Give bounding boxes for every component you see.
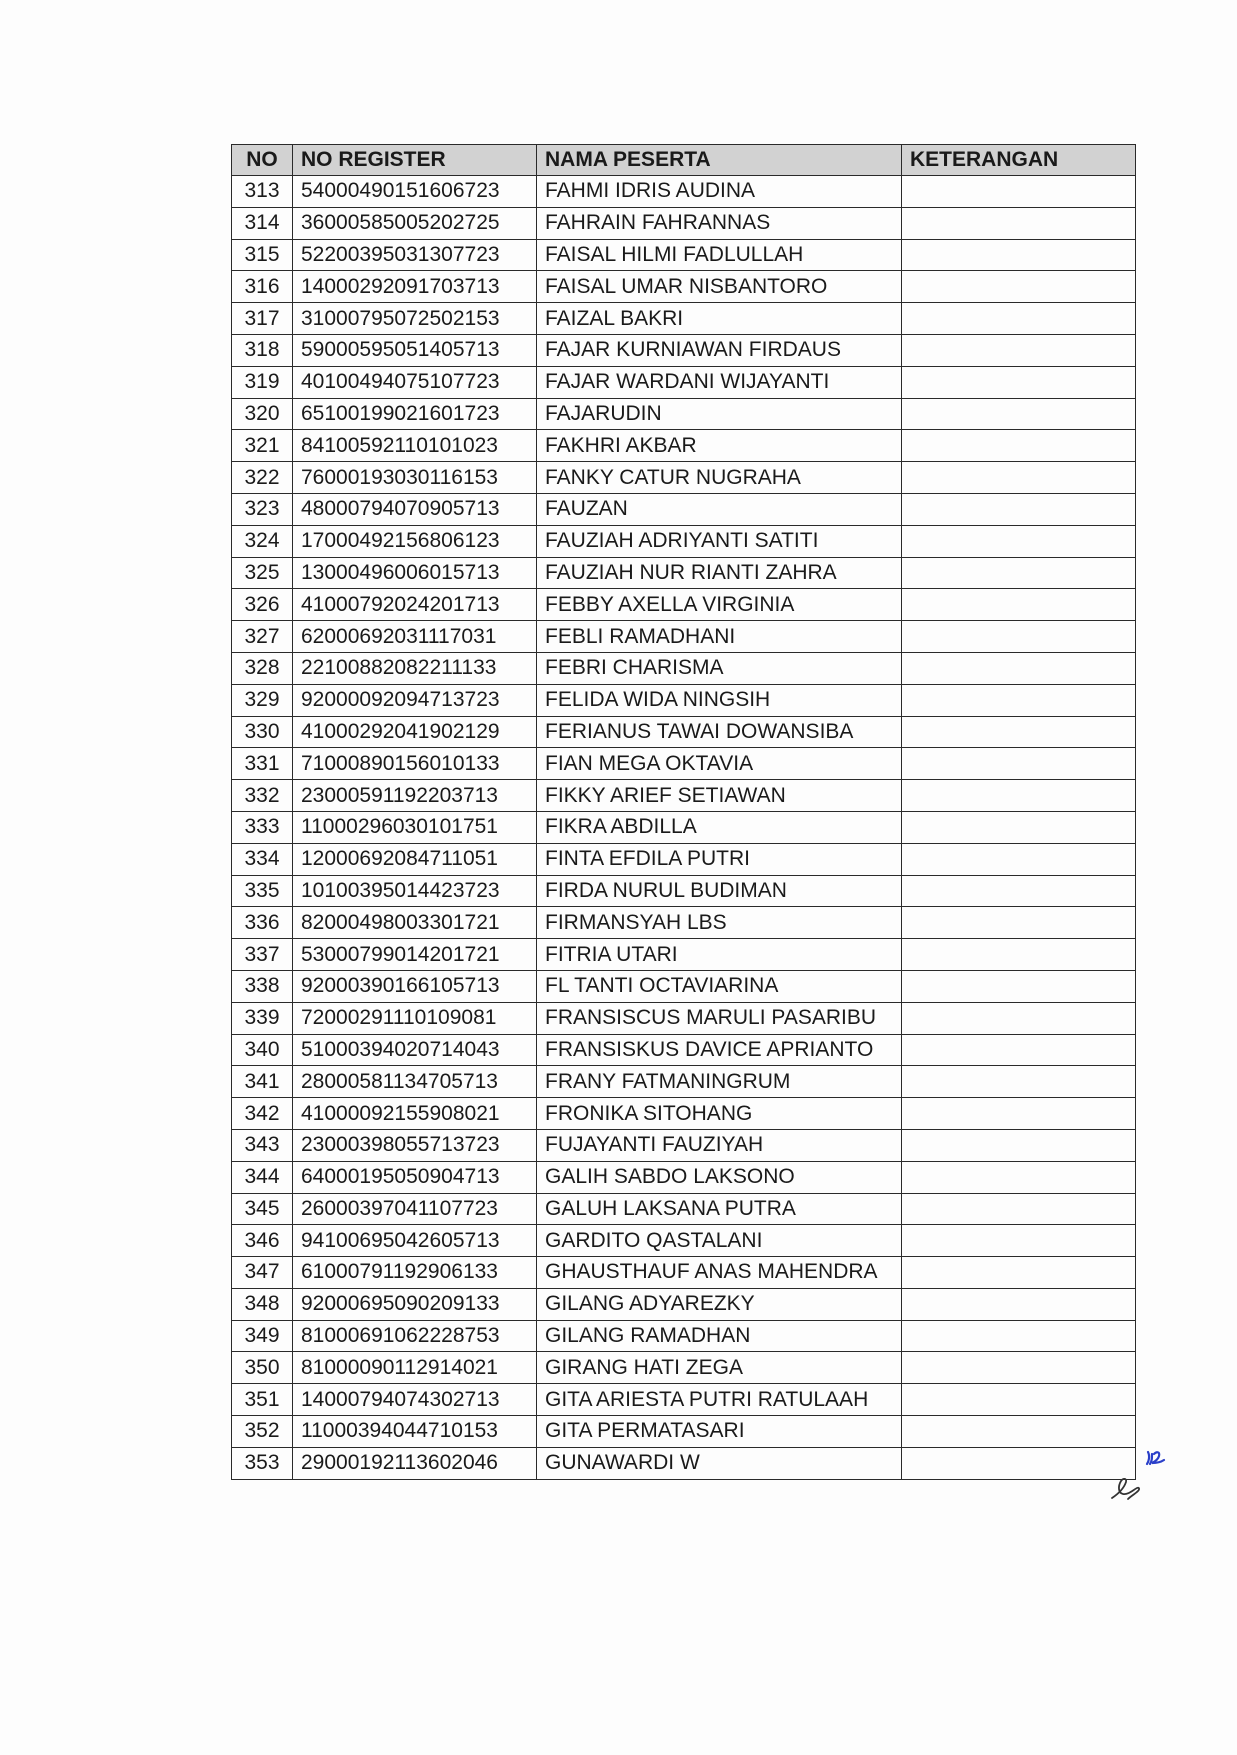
table-row [232,1129,1136,1161]
cell-name: FIKKY ARIEF SETIAWAN [537,780,902,812]
cell-register: 92000092094713723 [293,684,537,716]
cell-register: 14000794074302713 [293,1384,537,1416]
cell-no: 335 [232,875,293,907]
cell-no: 343 [232,1129,293,1161]
cell-register: 54000490151606723 [293,176,537,208]
participant-table [231,144,1136,1480]
table-row [232,1034,1136,1066]
header-note: KETERANGAN [902,145,1136,176]
cell-name: FAHMI IDRIS AUDINA [537,176,902,208]
cell-note [902,1257,1136,1289]
cell-note [902,430,1136,462]
cell-no: 317 [232,303,293,335]
cell-name: FUJAYANTI FAUZIYAH [537,1129,902,1161]
cell-note [902,525,1136,557]
table-body [232,176,1136,1480]
cell-register: 23000591192203713 [293,780,537,812]
cell-register: 22100882082211133 [293,652,537,684]
cell-name: GILANG ADYAREZKY [537,1288,902,1320]
cell-register: 81000691062228753 [293,1320,537,1352]
cell-no: 336 [232,907,293,939]
cell-name: GALUH LAKSANA PUTRA [537,1193,902,1225]
cell-register: 11000296030101751 [293,811,537,843]
table-row [232,907,1136,939]
cell-register: 53000799014201721 [293,939,537,971]
cell-no: 345 [232,1193,293,1225]
cell-name: FELIDA WIDA NINGSIH [537,684,902,716]
cell-name: FAUZIAH ADRIYANTI SATITI [537,525,902,557]
cell-no: 346 [232,1225,293,1257]
cell-note [902,843,1136,875]
cell-note [902,303,1136,335]
cell-register: 65100199021601723 [293,398,537,430]
cell-register: 59000595051405713 [293,334,537,366]
cell-name: FL TANTI OCTAVIARINA [537,970,902,1002]
cell-register: 94100695042605713 [293,1225,537,1257]
cell-no: 319 [232,366,293,398]
cell-register: 61000791192906133 [293,1257,537,1289]
cell-no: 329 [232,684,293,716]
cell-name: GHAUSTHAUF ANAS MAHENDRA [537,1257,902,1289]
cell-register: 84100592110101023 [293,430,537,462]
cell-register: 82000498003301721 [293,907,537,939]
cell-no: 341 [232,1066,293,1098]
table-row [232,1225,1136,1257]
table-row [232,875,1136,907]
cell-no: 332 [232,780,293,812]
cell-no: 351 [232,1384,293,1416]
cell-name: GILANG RAMADHAN [537,1320,902,1352]
table-row [232,652,1136,684]
cell-name: FEBLI RAMADHANI [537,621,902,653]
cell-note [902,780,1136,812]
cell-note [902,652,1136,684]
table-row [232,430,1136,462]
handwritten-initials-icon [1100,1440,1180,1510]
cell-register: 52200395031307723 [293,239,537,271]
cell-no: 314 [232,207,293,239]
table-row [232,939,1136,971]
table-row [232,493,1136,525]
cell-register: 31000795072502153 [293,303,537,335]
cell-name: FIRDA NURUL BUDIMAN [537,875,902,907]
cell-note [902,1161,1136,1193]
cell-note [902,493,1136,525]
cell-no: 333 [232,811,293,843]
cell-name: GUNAWARDI W [537,1447,902,1479]
table-row [232,239,1136,271]
cell-name: FAUZIAH NUR RIANTI ZAHRA [537,557,902,589]
cell-note [902,621,1136,653]
cell-register: 11000394044710153 [293,1416,537,1448]
cell-name: FAHRAIN FAHRANNAS [537,207,902,239]
table-row [232,970,1136,1002]
table-row [232,621,1136,653]
cell-name: FAISAL UMAR NISBANTORO [537,271,902,303]
cell-no: 331 [232,748,293,780]
table-row [232,748,1136,780]
cell-no: 328 [232,652,293,684]
table-row [232,398,1136,430]
cell-name: FANKY CATUR NUGRAHA [537,462,902,494]
cell-note [902,239,1136,271]
cell-note [902,1225,1136,1257]
table-row [232,271,1136,303]
cell-no: 324 [232,525,293,557]
cell-note [902,1129,1136,1161]
table-row [232,1193,1136,1225]
cell-no: 327 [232,621,293,653]
cell-register: 17000492156806123 [293,525,537,557]
cell-no: 322 [232,462,293,494]
cell-note [902,1034,1136,1066]
cell-register: 92000695090209133 [293,1288,537,1320]
cell-no: 337 [232,939,293,971]
cell-no: 316 [232,271,293,303]
cell-note [902,557,1136,589]
cell-name: FERIANUS TAWAI DOWANSIBA [537,716,902,748]
cell-register: 41000792024201713 [293,589,537,621]
cell-no: 344 [232,1161,293,1193]
cell-register: 13000496006015713 [293,557,537,589]
table-row [232,1002,1136,1034]
cell-note [902,1002,1136,1034]
table-row [232,1447,1136,1479]
cell-name: FAJAR KURNIAWAN FIRDAUS [537,334,902,366]
table-row [232,1098,1136,1130]
cell-register: 81000090112914021 [293,1352,537,1384]
cell-name: FIAN MEGA OKTAVIA [537,748,902,780]
cell-no: 315 [232,239,293,271]
cell-register: 26000397041107723 [293,1193,537,1225]
table-row [232,780,1136,812]
cell-register: 72000291110109081 [293,1002,537,1034]
cell-register: 10100395014423723 [293,875,537,907]
cell-name: FRANY FATMANINGRUM [537,1066,902,1098]
cell-register: 71000890156010133 [293,748,537,780]
table-row [232,1288,1136,1320]
cell-register: 62000692031117031 [293,621,537,653]
table-row [232,716,1136,748]
table-row [232,1352,1136,1384]
cell-no: 347 [232,1257,293,1289]
table-row [232,366,1136,398]
cell-no: 330 [232,716,293,748]
table-row [232,334,1136,366]
cell-name: GIRANG HATI ZEGA [537,1352,902,1384]
cell-note [902,1320,1136,1352]
cell-register: 51000394020714043 [293,1034,537,1066]
cell-note [902,939,1136,971]
cell-note [902,684,1136,716]
cell-no: 334 [232,843,293,875]
cell-no: 323 [232,493,293,525]
cell-no: 349 [232,1320,293,1352]
cell-name: FITRIA UTARI [537,939,902,971]
table-row [232,1384,1136,1416]
cell-note [902,748,1136,780]
cell-name: GALIH SABDO LAKSONO [537,1161,902,1193]
cell-name: GITA ARIESTA PUTRI RATULAAH [537,1384,902,1416]
cell-name: FEBRI CHARISMA [537,652,902,684]
cell-name: FAJAR WARDANI WIJAYANTI [537,366,902,398]
table-row [232,843,1136,875]
cell-register: 64000195050904713 [293,1161,537,1193]
cell-no: 320 [232,398,293,430]
table-row [232,589,1136,621]
cell-name: FAUZAN [537,493,902,525]
table-row [232,1320,1136,1352]
cell-no: 326 [232,589,293,621]
cell-no: 352 [232,1416,293,1448]
cell-no: 318 [232,334,293,366]
cell-register: 41000092155908021 [293,1098,537,1130]
cell-note [902,875,1136,907]
cell-register: 29000192113602046 [293,1447,537,1479]
cell-note [902,1288,1136,1320]
cell-note [902,271,1136,303]
cell-name: FAISAL HILMI FADLULLAH [537,239,902,271]
cell-note [902,1352,1136,1384]
cell-name: FEBBY AXELLA VIRGINIA [537,589,902,621]
table-row [232,207,1136,239]
cell-note [902,176,1136,208]
cell-no: 342 [232,1098,293,1130]
cell-no: 321 [232,430,293,462]
cell-note [902,716,1136,748]
table-row [232,303,1136,335]
cell-register: 14000292091703713 [293,271,537,303]
table-row [232,525,1136,557]
cell-note [902,462,1136,494]
cell-name: FAIZAL BAKRI [537,303,902,335]
cell-register: 28000581134705713 [293,1066,537,1098]
cell-note [902,811,1136,843]
cell-name: FIRMANSYAH LBS [537,907,902,939]
cell-note [902,366,1136,398]
cell-register: 41000292041902129 [293,716,537,748]
cell-name: FRANSISCUS MARULI PASARIBU [537,1002,902,1034]
cell-name: FIKRA ABDILLA [537,811,902,843]
table-row [232,1161,1136,1193]
table-row [232,557,1136,589]
header-no: NO [232,145,293,176]
table-row [232,1257,1136,1289]
cell-note [902,1066,1136,1098]
cell-no: 340 [232,1034,293,1066]
cell-name: FINTA EFDILA PUTRI [537,843,902,875]
cell-no: 348 [232,1288,293,1320]
cell-note [902,589,1136,621]
cell-note [902,207,1136,239]
cell-name: FRONIKA SITOHANG [537,1098,902,1130]
cell-name: FRANSISKUS DAVICE APRIANTO [537,1034,902,1066]
table-row [232,462,1136,494]
cell-register: 48000794070905713 [293,493,537,525]
cell-note [902,907,1136,939]
cell-note [902,1384,1136,1416]
cell-name: FAKHRI AKBAR [537,430,902,462]
table-row [232,811,1136,843]
header-name: NAMA PESERTA [537,145,902,176]
table-row [232,684,1136,716]
cell-register: 36000585005202725 [293,207,537,239]
cell-note [902,970,1136,1002]
cell-no: 339 [232,1002,293,1034]
cell-no: 325 [232,557,293,589]
cell-note [902,1098,1136,1130]
table-row [232,1416,1136,1448]
table-row [232,176,1136,208]
cell-note [902,398,1136,430]
cell-name: FAJARUDIN [537,398,902,430]
table-header-row [232,145,1136,176]
cell-no: 353 [232,1447,293,1479]
cell-no: 338 [232,970,293,1002]
cell-no: 313 [232,176,293,208]
cell-register: 12000692084711051 [293,843,537,875]
table-row [232,1066,1136,1098]
cell-no: 350 [232,1352,293,1384]
cell-register: 23000398055713723 [293,1129,537,1161]
cell-note [902,1193,1136,1225]
cell-register: 92000390166105713 [293,970,537,1002]
header-register: NO REGISTER [293,145,537,176]
cell-name: GARDITO QASTALANI [537,1225,902,1257]
cell-register: 76000193030116153 [293,462,537,494]
cell-note [902,334,1136,366]
cell-register: 40100494075107723 [293,366,537,398]
cell-name: GITA PERMATASARI [537,1416,902,1448]
